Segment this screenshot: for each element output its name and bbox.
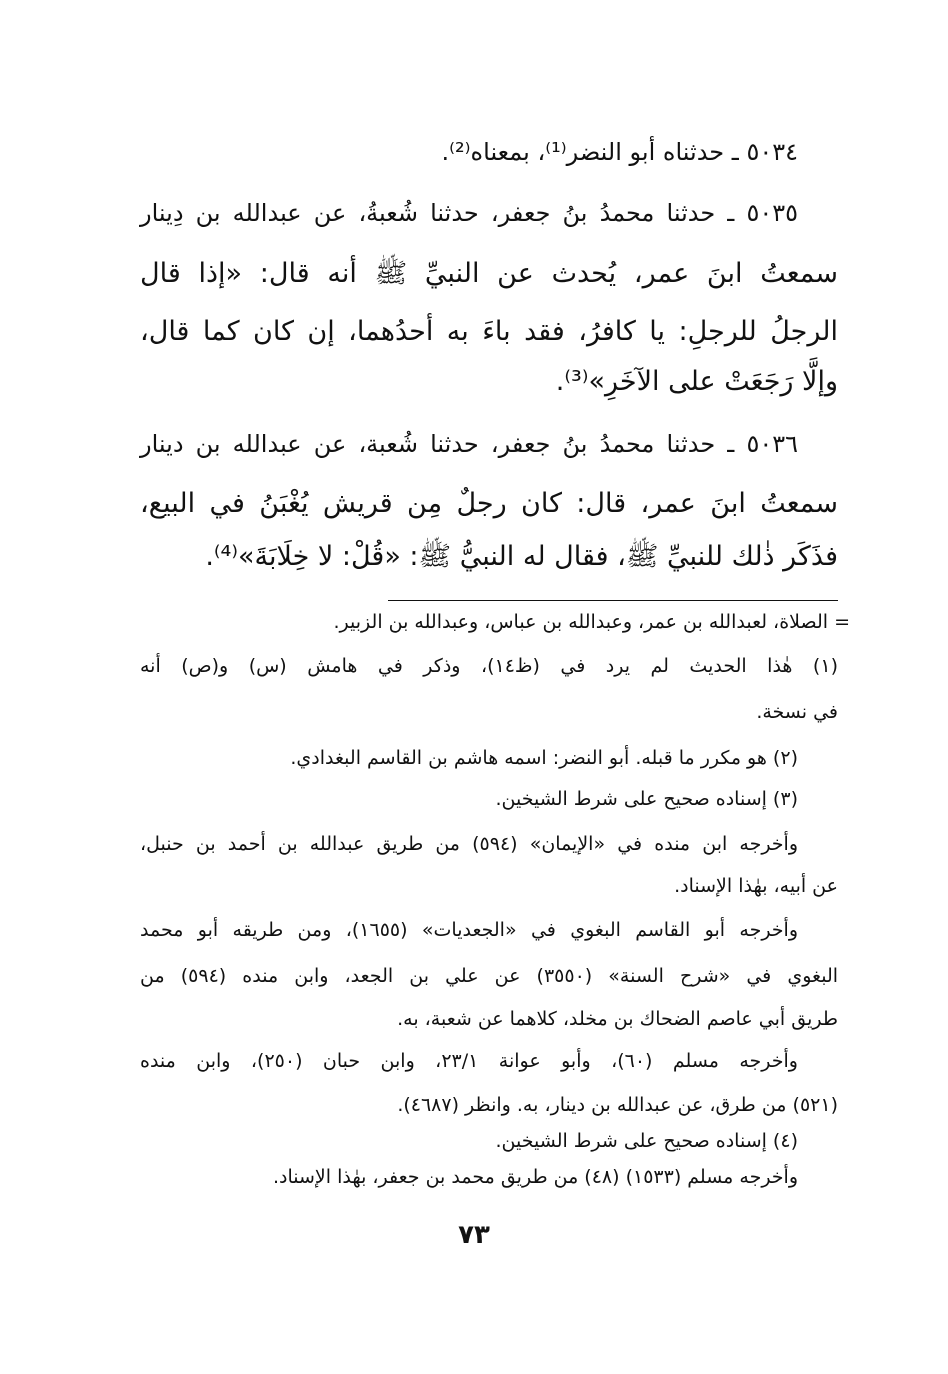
footnote-3-line-5: البغوي في «شرح السنة» (٣٥٥٠) عن علي بن الجعد، وابن منده (٥٩٤) من — [140, 965, 839, 987]
hadith-5035-line-3: الرجلُ للرجلِ: يا كافرُ، فقد باءَ به أحدُهما، إن كان كما قال، — [140, 316, 838, 347]
footnote-2: (٢) هو مكرر ما قبله. أبو النضر: اسمه هاشم بن القاسم البغدادي. — [290, 747, 798, 769]
hadith-5036-line-3: فذَكَر ذٰلك للنبيِّ ﷺ، فقال له النبيُّ ﷺ: «قُلْ: لا خِلَابَةَ»⁽⁴⁾. — [205, 541, 838, 572]
hadith-5036-line-1: ٥٠٣٦ ـ حدثنا محمدُ بنُ جعفر، حدثنا شُعبة، عن عبدالله بن دينار — [140, 430, 798, 458]
footnote-1-line-2: في نسخة. — [756, 701, 838, 723]
hadith-5035-line-2: سمعتُ ابنَ عمر، يُحدث عن النبيِّ ﷺ أنه قال: «إذا قال — [140, 258, 838, 289]
footnote-divider — [388, 600, 838, 601]
hadith-5035-line-1: ٥٠٣٥ ـ حدثنا محمدُ بنُ جعفر، حدثنا شُعبةُ، عن عبدالله بن دِينار — [140, 199, 798, 227]
footnote-3-line-8: (٥٢١) من طرق، عن عبدالله بن دينار، به. وانظر (٤٦٨٧). — [397, 1094, 838, 1116]
footnote-3: (٣) إسناده صحيح على شرط الشيخين. — [495, 788, 798, 810]
hadith-5035-line-4: وإلَّا رَجَعَتْ على الآخَرِ»⁽³⁾. — [555, 366, 838, 397]
footnote-3-line-6: طريق أبي عاصم الضحاك بن مخلد، كلاهما عن شعبة، به. — [397, 1008, 838, 1030]
footnote-1-line-1: (١) هٰذا الحديث لم يرد في (ظ١٤)، وذكر في هامش (س) و(ص) أنه — [140, 655, 838, 677]
footnote-3-line-3: عن أبيه، بهٰذا الإسناد. — [674, 875, 838, 897]
hadith-5034: ٥٠٣٤ ـ حدثناه أبو النضر⁽¹⁾، بمعناه⁽²⁾. — [441, 138, 798, 166]
footnote-3-line-7: وأخرجه مسلم (٦٠)، وأبو عوانة ٢٣/١، وابن حبان (٢٥٠)، وابن منده — [140, 1050, 798, 1072]
footnote-3-line-4: وأخرجه أبو القاسم البغوي في «الجعديات» (١٦٥٥)، ومن طريقه أبو محمد — [140, 919, 799, 941]
footnote-continuation: = الصلاة، لعبدالله بن عمر، وعبدالله بن عباس، وعبدالله بن الزبير. — [333, 611, 850, 633]
hadith-5036-line-2: سمعتُ ابنَ عمر، قال: كان رجلٌ مِن قريش يُغْبَنُ في البيع، — [140, 488, 838, 519]
page-number: ٧٣ — [458, 1220, 490, 1250]
footnote-3-line-2: وأخرجه ابن منده في «الإيمان» (٥٩٤) من طريق عبدالله بن أحمد بن حنبل، — [140, 833, 799, 855]
footnote-4-line-2: وأخرجه مسلم (١٥٣٣) (٤٨) من طريق محمد بن جعفر، بهٰذا الإسناد. — [272, 1166, 798, 1188]
footnote-4: (٤) إسناده صحيح على شرط الشيخين. — [495, 1130, 798, 1152]
